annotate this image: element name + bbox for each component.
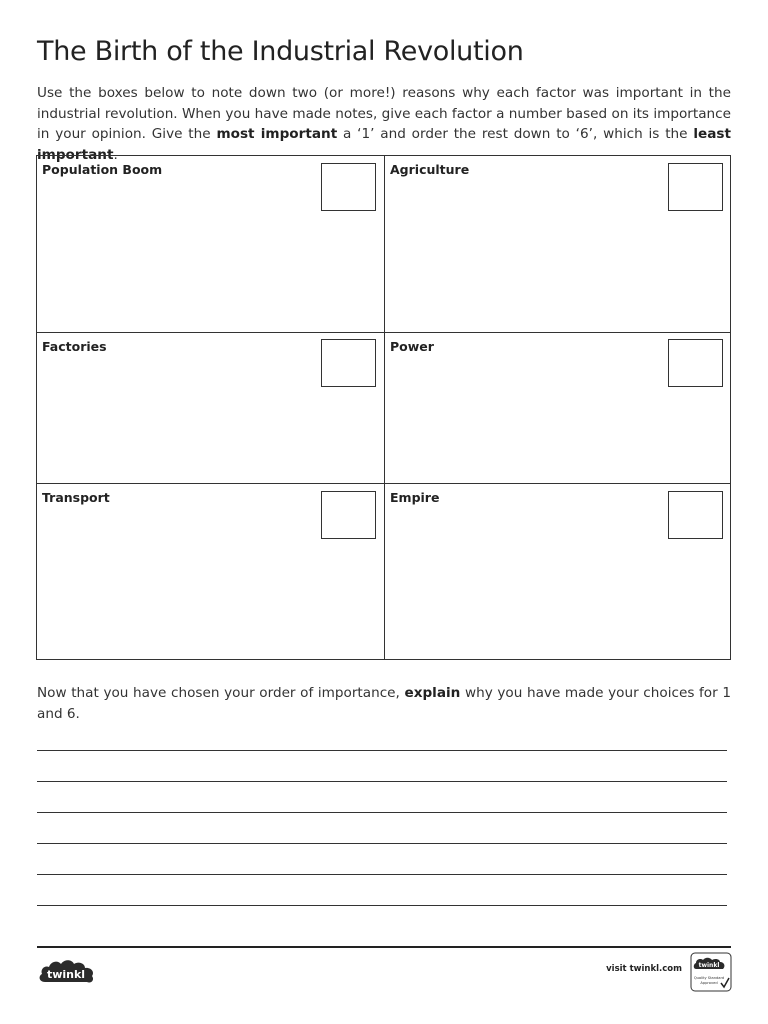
instructions-text-1: Use the boxes below to note down two (or more!) reasons why each factor was important in the industrial revolution. When you have made notes, give each factor a number based on its importance in your opinion. Give the [37,85,731,142]
twinkl-logo[interactable] [37,955,97,987]
factor-label: Power [390,339,434,354]
badge-caption-1: Quality Standard [693,976,725,980]
rank-box[interactable] [668,339,723,387]
rank-box[interactable] [321,163,376,211]
explain-bold: explain [404,685,461,701]
factor-grid [36,155,731,660]
factor-label: Transport [42,490,110,505]
instructions-bold-most-important: most important [216,126,338,142]
rank-box[interactable] [321,491,376,539]
factor-label: Factories [42,339,107,354]
badge-brand: twinkl [698,962,720,969]
rank-box[interactable] [668,163,723,211]
instructions-text-3: . [113,146,118,163]
factor-cell-population-boom[interactable] [37,156,384,332]
writing-line[interactable] [37,812,727,813]
instructions [37,83,731,165]
factor-cell-agriculture[interactable] [385,156,730,332]
factor-cell-transport[interactable] [37,484,384,659]
factor-label: Population Boom [42,162,163,177]
footer-divider [37,946,731,948]
visit-link[interactable]: visit twinkl.com [606,964,682,974]
writing-line[interactable] [37,750,727,751]
writing-line[interactable] [37,905,727,906]
explain-text-2: why you have made your choices for 1 and 6. [37,685,731,722]
logo-text: twinkl [46,968,86,981]
writing-line[interactable] [37,781,727,782]
instructions-text-2: a ‘1’ and order the rest down to ‘6’, which is the [337,126,694,142]
rank-box[interactable] [668,491,723,539]
quality-badge [690,952,732,992]
instructions-bold-least-important: least important [37,126,731,163]
writing-line[interactable] [37,874,727,875]
writing-line[interactable] [37,843,727,844]
explain-text-1: Now that you have chosen your order of importance, [37,685,405,701]
factor-label: Agriculture [390,162,470,177]
explain-prompt [37,683,731,725]
factor-cell-factories[interactable] [37,333,384,483]
badge-caption-2: Approved [700,981,718,985]
rank-box[interactable] [321,339,376,387]
factor-cell-empire[interactable] [385,484,730,659]
factor-label: Empire [390,490,440,505]
page-title: The Birth of the Industrial Revolution [37,36,524,67]
factor-cell-power[interactable] [385,333,730,483]
